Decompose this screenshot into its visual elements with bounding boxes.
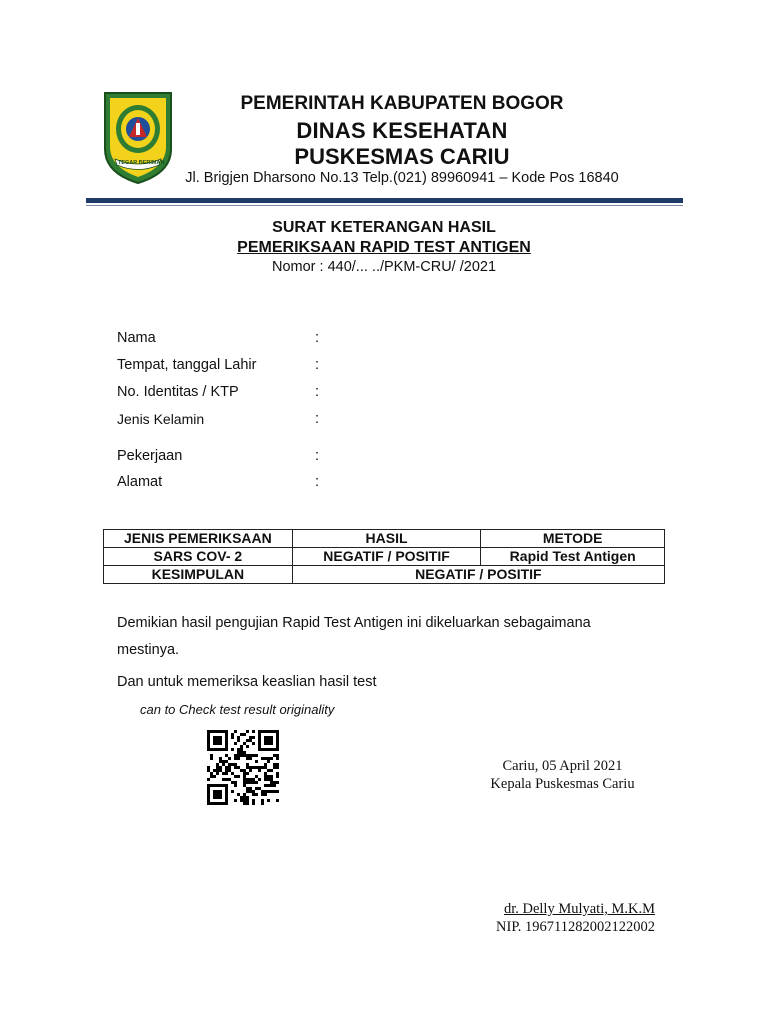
qr-code[interactable]	[207, 730, 279, 805]
table-header-cell: METODE	[481, 530, 665, 548]
header-divider-thick	[86, 198, 683, 203]
header-department: DINAS KESEHATAN	[296, 118, 508, 143]
document-title-line2: PEMERIKSAAN RAPID TEST ANTIGEN	[237, 239, 531, 256]
table-row	[104, 548, 665, 566]
field-label-identitas: No. Identitas / KTP	[117, 384, 239, 400]
header-government: PEMERINTAH KABUPATEN BOGOR	[240, 93, 564, 114]
signature-nip: NIP. 196711282002122002	[496, 919, 655, 935]
logo-motto: TEGAR BERIMAN	[118, 160, 165, 166]
check-originality-text: Dan untuk memeriksa keaslian hasil test	[117, 674, 377, 690]
table-cell: NEGATIF / POSITIF	[292, 566, 664, 584]
header-address: Jl. Brigjen Dharsono No.13 Telp.(021) 89960941 – Kode Pos 16840	[185, 170, 619, 186]
field-colon: :	[315, 448, 320, 464]
field-colon: :	[315, 357, 320, 373]
field-colon: :	[315, 474, 320, 490]
table-cell: NEGATIF / POSITIF	[292, 548, 481, 566]
field-label-ttl: Tempat, tanggal Lahir	[117, 357, 257, 373]
closing-paragraph: Demikian hasil pengujian Rapid Test Antigen ini dikeluarkan sebagaimana mestinya.	[117, 615, 591, 658]
field-label-pekerjaan: Pekerjaan	[117, 448, 183, 464]
header-divider-thin	[86, 205, 683, 206]
field-colon: :	[315, 330, 320, 346]
document-number: Nomor : 440/... ../PKM-CRU/ /2021	[271, 259, 497, 275]
table-cell: Rapid Test Antigen	[481, 548, 665, 566]
check-originality-subtext: can to Check test result originality	[140, 702, 335, 717]
table-cell: KESIMPULAN	[104, 566, 293, 584]
document-title-line1: SURAT KETERANGAN HASIL	[272, 219, 496, 236]
field-label-alamat: Alamat	[117, 474, 163, 490]
table-header-row	[104, 530, 665, 548]
signature-name: dr. Delly Mulyati, M.K.M	[503, 901, 655, 917]
table-cell: SARS COV- 2	[104, 548, 293, 566]
field-colon: :	[315, 384, 320, 400]
field-label-jenis-kelamin: Jenis Kelamin	[117, 411, 205, 427]
signature-place-date: Cariu, 05 April 2021	[502, 758, 623, 774]
signature-role: Kepala Puskesmas Cariu	[490, 776, 635, 792]
table-header-cell: JENIS PEMERIKSAAN	[104, 530, 293, 548]
result-table	[103, 529, 665, 584]
table-header-cell: HASIL	[292, 530, 481, 548]
field-colon: :	[315, 411, 320, 427]
field-label-nama: Nama	[117, 330, 156, 346]
table-row	[104, 566, 665, 584]
header-puskesmas: PUSKESMAS CARIU	[294, 144, 510, 169]
